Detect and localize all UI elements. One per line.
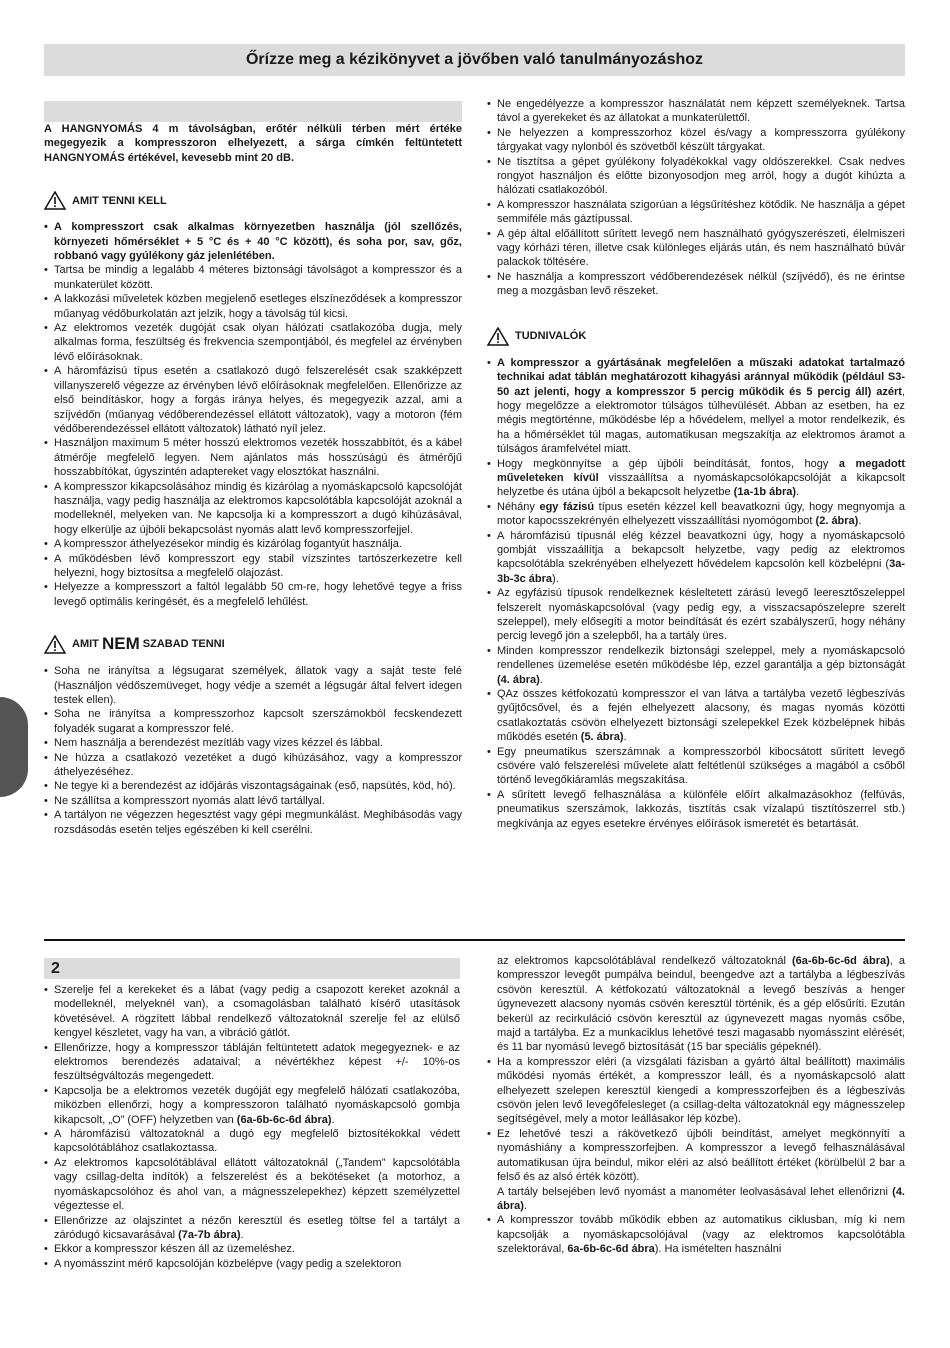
info-6-c: . bbox=[539, 673, 543, 686]
continued-paragraph bbox=[487, 954, 905, 1055]
info-1-rest: , hogy megelőzze a elektromotor túlságos túlhevülését. Abban az esetben, ha ez mégis megtörténne, működésbe lép a hővédelem, mellyel a motor rendelkezik, és ha a hőmérséklet túl magas, automatikusan megszakítja az elektromos áramot a túlságos áramfelvétel miatt. bbox=[497, 385, 905, 456]
list-item: • Az elektromos kapcsolótáblával ellátott változatoknál („Tandem” kapcsolótábla vagy csillag-delta indítók) a felszerelést és a bekötéseket (a motorhoz, a nyomáskapcsolóhoz és ahol van, a mágnesszelepekhez) képzett személyzettel végeztesse el. bbox=[44, 1156, 460, 1214]
info-3-c: típus esetén kézzel kell beavatkozni úgy, hogy megnyomja a motor kapocsszekrényén elhelyezett visszaállítási nyomógombot bbox=[497, 500, 905, 528]
list-item bbox=[487, 1213, 905, 1256]
section-number: 2 bbox=[44, 958, 460, 979]
left-6-a: Ellenőrizze az olajszintet a nézőn keresztül és esetleg töltse fel a tartályt a záródugó kicsavarásával bbox=[54, 1214, 460, 1241]
right-cont-a: az elektromos kapcsolótáblával rendelkező változatoknál bbox=[497, 955, 793, 967]
warning-icon bbox=[487, 327, 509, 346]
right-4-a: A kompresszor tovább működik ebben az automatikus ciklusban, míg ki nem kapcsolják a nyomáskapcsolójával (vagy az elektromos kapcsolótábla szelektorával, bbox=[497, 1214, 905, 1256]
list-item bbox=[487, 644, 905, 687]
general-list bbox=[487, 97, 905, 299]
do-list bbox=[44, 220, 462, 609]
page-title: Őrízze meg a kézikönyvet a jövőben való tanulmányozáshoz bbox=[44, 44, 905, 76]
left-3-b: (6a-6b-6c-6d ábra) bbox=[236, 1113, 332, 1126]
list-item: • Használjon maximum 5 méter hosszú elektromos vezeték hosszabbítót, és a kábel átmérője megfelelő legyen. Nem ajánlatos más hosszúságú és átmérőjű hosszabbítókat, úgyszintén adaptereket vagy elosztókat használni. bbox=[44, 436, 462, 479]
info-title: TUDNIVALÓK bbox=[515, 329, 587, 342]
list-item: • Ne húzza a csatlakozó vezetéket a dugó kihúzásához, vagy a kompresszor áthelyezéséhez. bbox=[44, 751, 462, 780]
do-title: AMIT TENNI KELL bbox=[72, 194, 167, 207]
right-column-top bbox=[487, 97, 905, 831]
list-item: • Ne szállítsa a kompresszort nyomás alatt lévő tartállyal. bbox=[44, 794, 462, 808]
list-item: • A kompresszort csak alkalmas környezetben használja (jól szellőzés, környezeti hőmérséklet + 5 °C és + 40 °C között), és soha por, sav, gőz, robbanó vagy gyúlékony gáz jelenlétében. bbox=[44, 220, 462, 263]
side-tab-marker bbox=[0, 697, 28, 797]
list-item: • A működésben lévő kompresszort egy stabil vízszintes tartószerkezetre kell helyezni, hogy biztosítsa a megfelelő olajozást. bbox=[44, 552, 462, 581]
list-item: • A kompresszor kikapcsolásához mindig és kizárólag a nyomáskapcsoló kapcsolóját használja, vagy pedig használja az elektromos kapcsolótábla kapcsolóját azoknál a modelleknél, melyeken van. Ne kapcsolja ki a kompresszort a dugó kihúzásával, hogy elkerülje az újbóli bekapcsolást nyomás alatt levő kompresszorfejjel. bbox=[44, 480, 462, 538]
info-3-a: Néhány bbox=[497, 500, 540, 513]
dont-title-c: SZABAD TENNI bbox=[142, 638, 225, 651]
info-list bbox=[487, 356, 905, 831]
list-item: • A nyomásszint mérő kapcsolóján közbelépve (vagy pedig a szelektoron bbox=[44, 1257, 460, 1271]
list-item bbox=[44, 1214, 460, 1243]
list-item: • A tartályon ne végezzen hegesztést vagy gépi megmunkálást. Meghibásodás vagy rozsdásodás esetén teljes egészében ki kell cserélni. bbox=[44, 808, 462, 837]
list-item: • A háromfázisú változatoknál a dugó egy megfelelő biztosítékokkal védett kapcsolótáblához csatlakoztassa. bbox=[44, 1127, 460, 1156]
list-item: • Soha ne irányítsa a kompresszorhoz kapcsolt szerszámokból fecskendezett folyadék sugarat a kompresszor felé. bbox=[44, 707, 462, 736]
info-2-e: . bbox=[796, 486, 800, 499]
list-item: • Ne használja a kompresszort védőberendezések nélkül (szíjvédő), és ne érintse meg a mozgásban levő részeket. bbox=[487, 270, 905, 299]
operation-list bbox=[487, 1055, 905, 1257]
list-item: • Tartsa be mindig a legalább 4 méteres biztonsági távolságot a kompresszor és a munkaterület között. bbox=[44, 263, 462, 292]
info-7-b: (5. ábra) bbox=[580, 731, 624, 744]
list-item: • Ne tegye ki a berendezést az időjárás viszontagságainak (eső, napsütés, köd, hó). bbox=[44, 779, 462, 793]
section2-left-column bbox=[44, 958, 460, 1271]
info-6-b: (4. ábra) bbox=[497, 673, 540, 686]
info-3-d: (2. ábra) bbox=[815, 515, 859, 528]
list-item: • Egy pneumatikus szerszámnak a kompresszorból kibocsátott sűrített levegő csövére való felszerelési művelete alatt feltétlenül szükséges a magából a csőből történő levegőkiáramlás megszakítása. bbox=[487, 745, 905, 788]
list-item: • Az egyfázisú típusok rendelkeznek késleltetett zárású levegő leeresztőszeleppel felszerelt nyomáskapcsolóval (vagy pedig egy, a visszacsapószelepre szerelt szeleppel), mely elősegíti a motor beindítását és ezért szabályszerű, hogy néhány percig levegő jön a szelepből, ha a tartály üres. bbox=[487, 586, 905, 644]
info-4-b: 3a-3b-3c ábra bbox=[497, 558, 905, 585]
section-bar bbox=[44, 101, 462, 122]
right-3b-b: (4. ábra) bbox=[497, 1185, 905, 1212]
left-6-b: (7a-7b ábra) bbox=[178, 1228, 241, 1241]
section2-right-column bbox=[487, 954, 905, 1257]
right-cont-c: , a kompresszor levegőt pumpálva beindul, beengedve azt a tartályba a légbeszívás csövön keresztül. A kétfokozatú változatoknál a levegő beszívás a henger úgynevezett alacsony nyomás csövén keresztül történik, és a gép elősűríti. Ezután bekerül az recirkuláció csövön keresztül az úgynevezett magas nyomás csőbe, majd a tartályba. Ez a munkaciklus lehetővé teszi magasabb nyomásszint elérését, és 11 bar nyomású levegő biztosítását (15 bar speciális gépeknél). bbox=[497, 955, 905, 1054]
install-list bbox=[44, 983, 460, 1271]
list-item bbox=[487, 1127, 905, 1213]
right-3b-a: A tartály belsejében levő nyomást a manométer leolvasásával lehet ellenőrizni bbox=[497, 1185, 893, 1198]
right-4-c: ). Ha ismételten használni bbox=[654, 1243, 782, 1256]
list-item: • A kompresszor áthelyezésekor mindig és kizárólag fogantyút használja. bbox=[44, 537, 462, 551]
list-item: • Nem használja a berendezést mezítláb vagy vizes kézzel és lábbal. bbox=[44, 736, 462, 750]
info-3-e: . bbox=[858, 515, 862, 528]
section-divider bbox=[44, 939, 905, 941]
info-2-a: Hogy megkönnyítse a gép újbóli beindítását, fontos, hogy bbox=[497, 457, 839, 470]
list-item bbox=[487, 500, 905, 529]
list-item: • Ellenőrizze, hogy a kompresszor tábláján feltüntetett adatok megegyeznek- e az elektromos berendezés adataival; a névértékhez képest +/- 10%-os feszültségváltozás megengedett. bbox=[44, 1041, 460, 1084]
info-4-c: ). bbox=[552, 572, 559, 585]
info-3-b: egy fázisú bbox=[539, 500, 595, 513]
list-item bbox=[487, 529, 905, 587]
right-cont-b: (6a-6b-6c-6d ábra) bbox=[792, 955, 890, 967]
list-item bbox=[44, 1084, 460, 1127]
list-item: • Az elektromos vezeték dugóját csak olyan hálózati csatlakozóba dugja, mely alkalmas forma, feszültség és frekvencia szempontjából, és megfelel az érvényben lévő előírásoknak. bbox=[44, 321, 462, 364]
list-item: • Szerelje fel a kerekeket és a lábat (vagy pedig a csapozott kereket azoknál a modelleknél, melyeknél van), a csomagolásban található kísérő utasítások követésével. A rögzített lábbal rendelkező változatoknál szerelje fel az elülső kengyel készletet, vagy ha van, a vibráció gátlót. bbox=[44, 983, 460, 1041]
list-item: • A gép által előállított sűrített levegő nem használható gyógyszerészeti, élelmiszeri vagy kórházi téren, illetve csak különleges eljárás után, és nem használható búvár palackok töltésére. bbox=[487, 227, 905, 270]
warning-icon bbox=[44, 635, 66, 654]
list-item: • Soha ne irányítsa a légsugarat személyek, állatok vagy a saját teste felé (Használjon védőszemüveget, hogy védje a szemét a légsugár által felvert idegen testek ellen). bbox=[44, 664, 462, 707]
list-item bbox=[487, 356, 905, 457]
right-4-b: 6a-6b-6c-6d ábra bbox=[567, 1243, 655, 1256]
noise-note: A HANGNYOMÁS 4 m távolságban, erőtér nélküli térben mért értéke megegyezik a kompresszoron elhelyezett, a sárga címkén feltüntetett HANGNYOMÁS értékével, kevesebb mint 20 dB. bbox=[44, 123, 462, 164]
do-heading bbox=[44, 191, 462, 210]
info-1-bold: A kompresszor a gyártásának megfelelően a műszaki adatokat tartalmazó technikai adat táblán meghatározott kihagyási aránnyal működik (például S3-50 azt jelenti, hogy a kompresszor 5 percig működik és 5 percig áll) azért bbox=[497, 356, 905, 398]
dont-title-b: NEM bbox=[101, 634, 140, 654]
dont-title-a: AMIT bbox=[72, 638, 99, 651]
info-7-c: . bbox=[623, 731, 627, 744]
list-item: • A lakkozási műveletek közben megjelenő esetleges elszíneződések a kompresszor műanyag védőburkolatán azt jelzik, hogy a távolság túl kicsi. bbox=[44, 292, 462, 321]
left-6-c: . bbox=[240, 1228, 244, 1241]
right-3b-c: . bbox=[523, 1199, 527, 1212]
list-item: • A kompresszor használata szigorúan a légsűrítéshez kötődik. Ne használja a gépet semmiféle más gáztípussal. bbox=[487, 198, 905, 227]
dont-heading bbox=[44, 635, 462, 654]
right-3: Ez lehetővé teszi a rákövetkező újbóli beindítást, amelyet megkönnyíti a nyomáshiány a kompresszorfejben. A kompresszor a levegő felhasználásával automatikusan újra beindul, mikor eléri az alsó beállított értéket (körülbelül 2 bar a felső és az alsó érték között). bbox=[497, 1127, 905, 1184]
left-3-a: Kapcsolja be a elektromos vezeték dugóját egy megfelelő hálózati csatlakozóba, miközben ellenőrzi, hogy a kompresszoron található nyomáskapcsoló gombja kikapcsolt, „O” (OFF) helyzetben van bbox=[54, 1084, 460, 1126]
info-6-a: Minden kompresszor rendelkezik biztonsági szeleppel, mely a nyomáskapcsoló rendellenes üzemelése esetén működésbe lép, ezzel garantálja a gép biztonságát bbox=[497, 644, 905, 672]
warning-icon bbox=[44, 191, 66, 210]
list-item: • Helyezze a kompresszort a faltól legalább 50 cm-re, hogy lehetővé tegye a friss levegő optimális keringését, és a megfelelő lehűlést. bbox=[44, 580, 462, 609]
list-item: • Ne engedélyezze a kompresszor használatát nem képzett személyeknek. Tartsa távol a gyerekeket és az állatokat a munkaterülettől. bbox=[487, 97, 905, 126]
info-2-c: visszaállítsa a nyomáskapcsolókapcsolóját a kikapcsolt helyzetbe és utána újból a bekapcsolt helyzetbe bbox=[497, 471, 905, 499]
list-item: • A sűrített levegő felhasználása a különféle előírt alkalmazásokhoz (felfúvás, pneumatikus szerszámok, lakkozás, tisztítás csak vízalapú tisztítószerrel stb.) megkívánja az egyes esetekre érvényes előírások ismeretét és betartását. bbox=[487, 788, 905, 831]
list-item: • Ne helyezzen a kompresszorhoz közel és/vagy a kompresszorra gyúlékony tárgyakat vagy nylonból és szövetből készült tárgyakat. bbox=[487, 126, 905, 155]
list-item bbox=[487, 687, 905, 745]
info-heading bbox=[487, 327, 905, 346]
list-item: • Ne tisztítsa a gépet gyúlékony folyadékokkal vagy oldószerekkel. Csak nedves rongyot használjon és előtte bizonyosodjon meg arról, hogy a dugót kihúzta a hálózati csatlakozóból. bbox=[487, 155, 905, 198]
info-2-d: (1a-1b ábra) bbox=[733, 486, 797, 499]
info-7-a: QAz összes kétfokozatú kompresszor el van látva a tartályba vezető légbeszívás gyűjtőcsővel, és a fején elhelyezett alacsony, és magas nyomás közötti csatlakoztatás csövön elhelyezett biztonsági szelepekkel Ezek közbelépnek hibás működés esetén bbox=[497, 688, 905, 744]
dont-list bbox=[44, 664, 462, 837]
left-column-top bbox=[44, 101, 462, 837]
list-item: • A háromfázisú típus esetén a csatlakozó dugó felszerelését csak szakképzett villanyszerelő végezze az érvényben lévő előírásoknak megfelelően. Ellenőrizze az első beindításkor, hogy a forgás iránya helyes, és megegyezik azzal, ami a szíjvédőn (műanyag védőberendezéssel ellátott változatok), vagy a motoron (fém védőberendezéssel ellátott változatok) látható nyíl jelez. bbox=[44, 364, 462, 436]
list-item: • Ekkor a kompresszor készen áll az üzemeléshez. bbox=[44, 1242, 460, 1256]
info-4-a: A háromfázisú típusnál elég kézzel beavatkozni úgy, hogy a nyomáskapcsoló gombját visszaállítja a bekapcsolt helyzetbe, vagy pedig az elektromos kapcsolótábla szekrényében elhelyezett hővédelem kapcsolón kell közbelépni ( bbox=[497, 529, 905, 571]
info-2-b: a megadott műveleteken kívül bbox=[497, 457, 905, 484]
list-item: • Ha a kompresszor eléri (a vizsgálati fázisban a gyártó által beállított) maximális működési nyomás értékét, a kompresszor leáll, és a nyomáskapcsoló alatt elhelyezett szelepen keresztül kiengedi a kompresszorfejben és a légbeszívás csövön jelen levő levegőfelesleget (a csillag-delta változatoknál egy mágnesszelep segítségével, mely a motor leállásakor lép közbe). bbox=[487, 1055, 905, 1127]
left-3-c: . bbox=[331, 1113, 335, 1126]
list-item bbox=[487, 457, 905, 500]
